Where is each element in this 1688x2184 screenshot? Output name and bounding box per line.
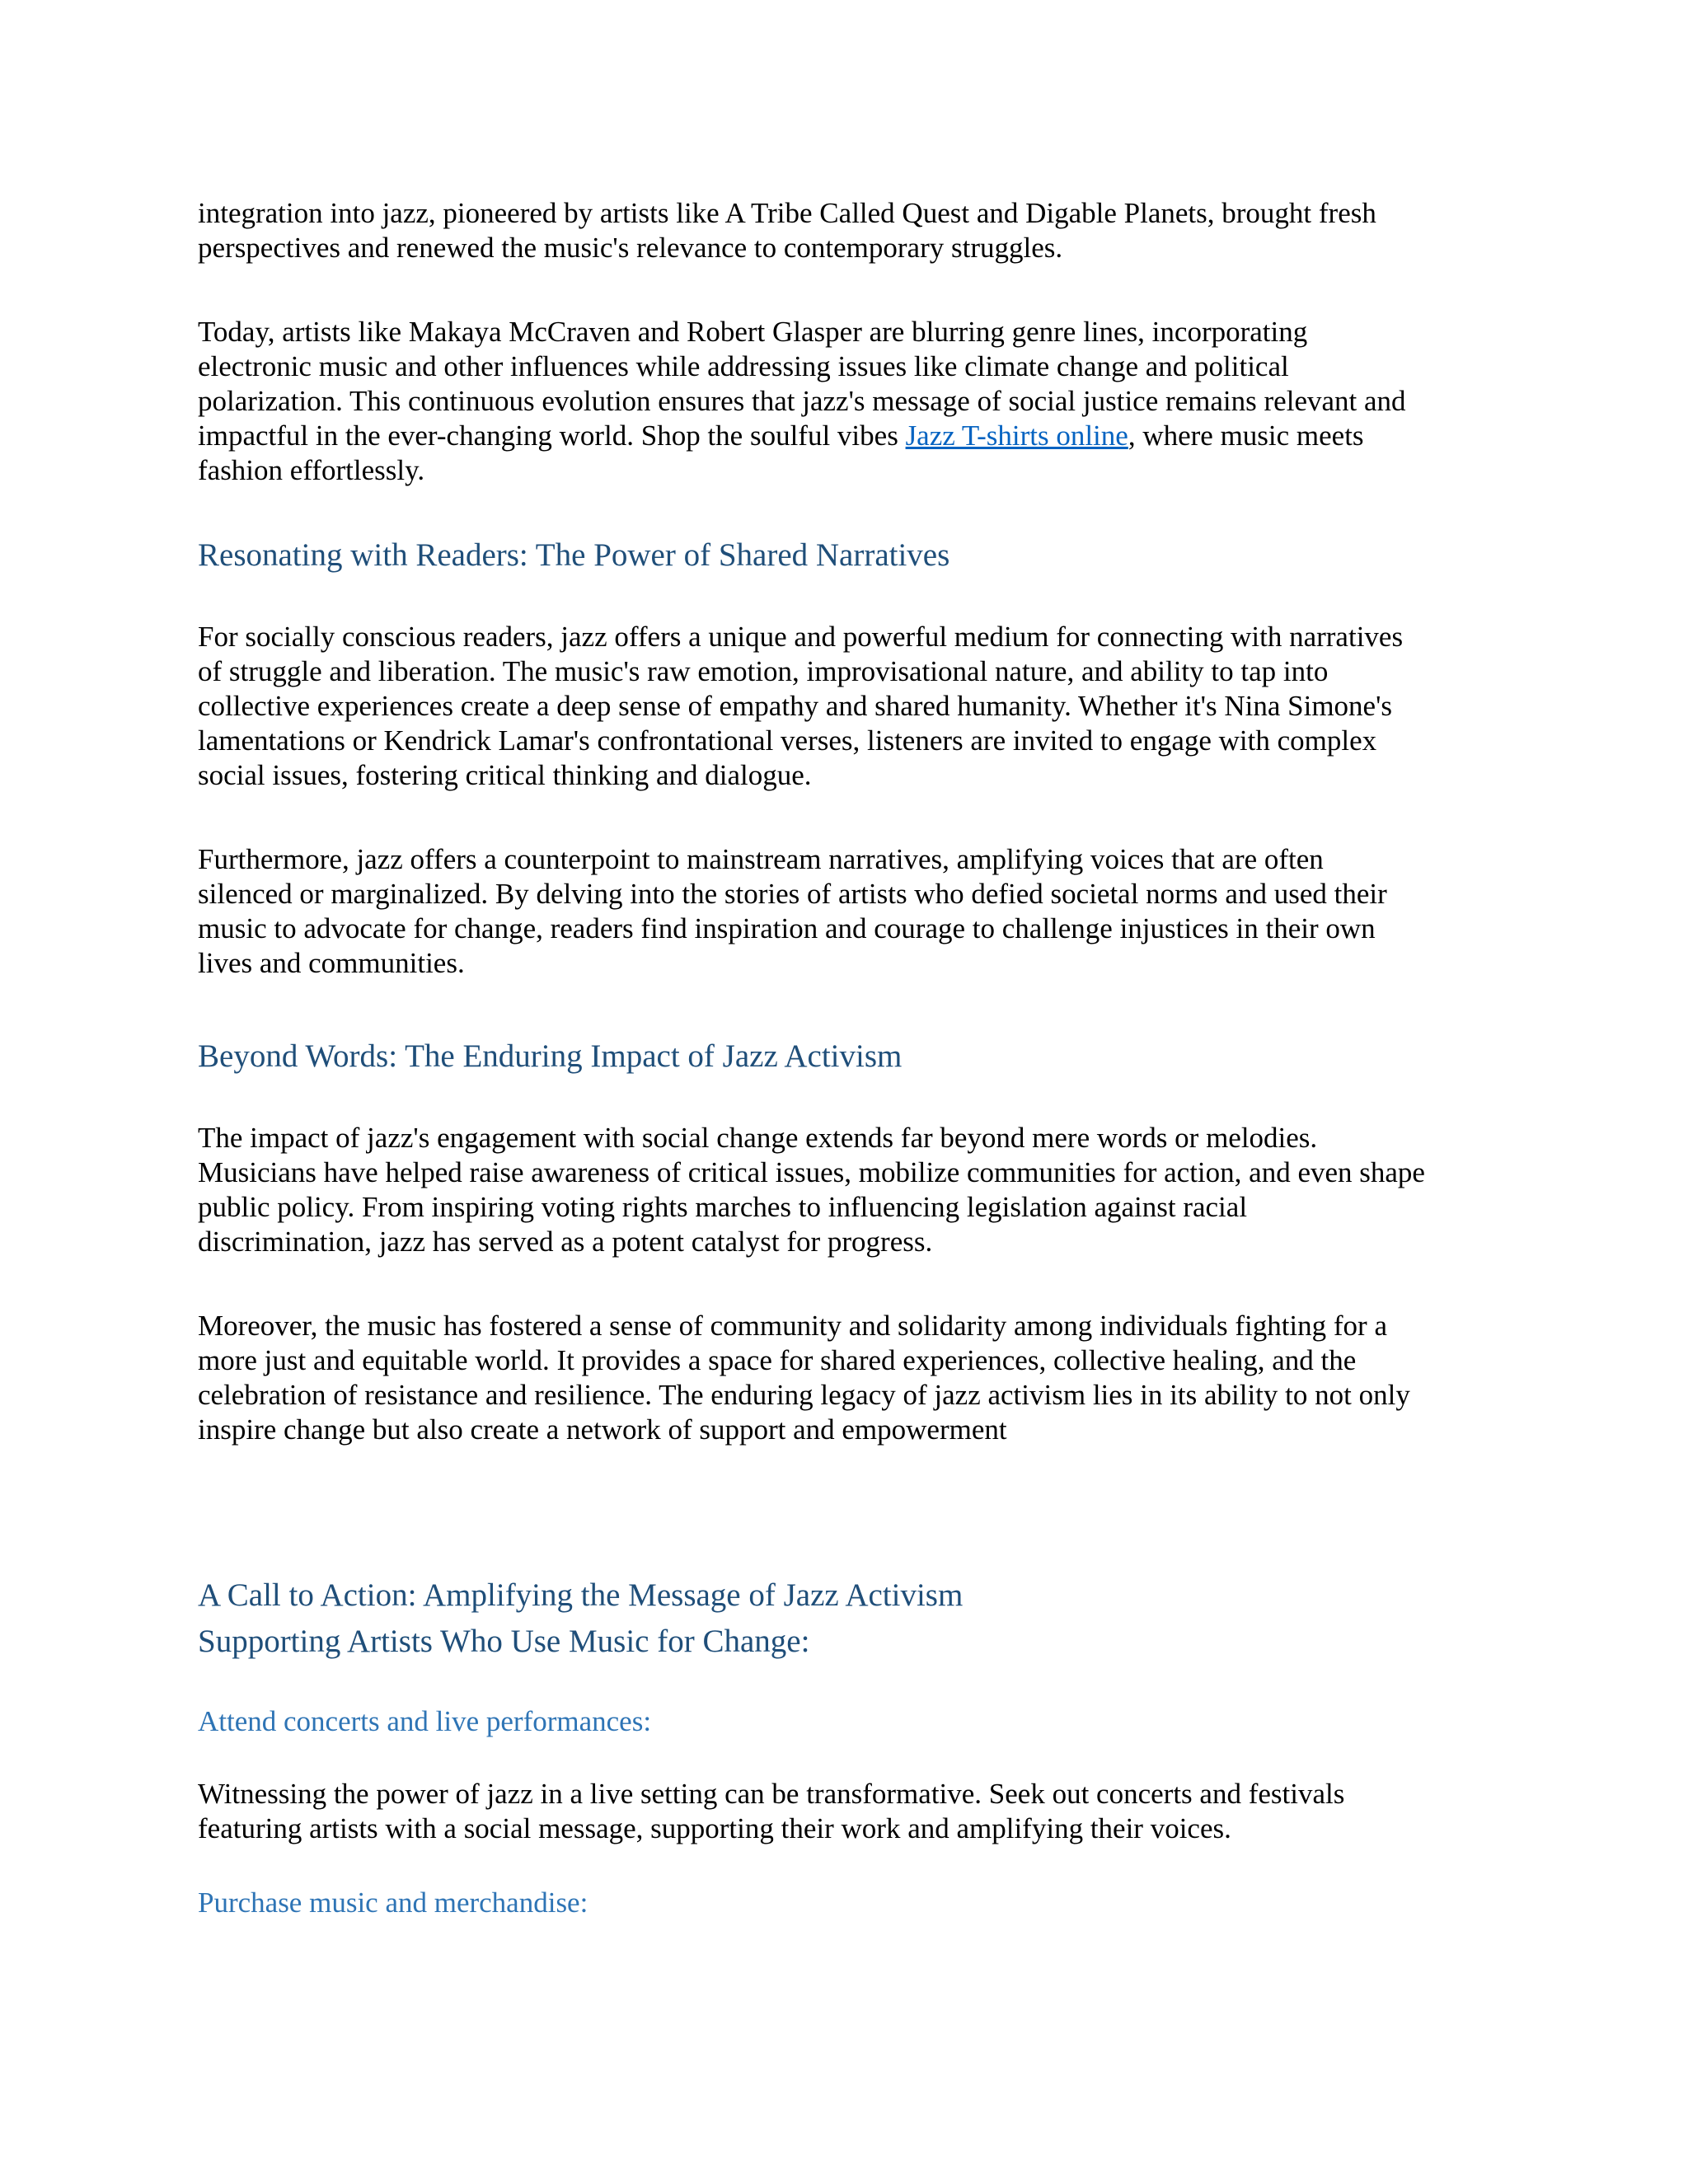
heading-supporting-artists: Supporting Artists Who Use Music for Change: (198, 1624, 810, 1659)
text-run: , where music meets (1128, 419, 1364, 452)
text-line: The impact of jazz's engagement with social change extends far beyond mere words or melodies. (198, 1122, 1318, 1154)
text-run: impactful in the ever-changing world. Shop the soulful vibes (198, 419, 906, 452)
text-line: discrimination, jazz has served as a potent catalyst for progress. (198, 1226, 933, 1258)
text-line: of struggle and liberation. The music's raw emotion, improvisational nature, and ability to tap into (198, 655, 1329, 687)
text-line: lives and communities. (198, 947, 465, 979)
text-line: more just and equitable world. It provides a space for shared experiences, collective healing, and the (198, 1344, 1357, 1376)
text-line: lamentations or Kendrick Lamar's confrontational verses, listeners are invited to engage with complex (198, 724, 1377, 757)
text-line: featuring artists with a social message, supporting their work and amplifying their voices. (198, 1812, 1231, 1844)
paragraph-furthermore (198, 842, 1387, 981)
text-line (198, 419, 1406, 453)
text-line: polarization. This continuous evolution ensures that jazz's message of social justice remains relevant and (198, 385, 1406, 417)
paragraph-hip-hop-integration (198, 196, 1376, 265)
text-line: electronic music and other influences while addressing issues like climate change and political (198, 350, 1289, 382)
text-line: social issues, fostering critical thinking and dialogue. (198, 759, 812, 791)
text-line: collective experiences create a deep sense of empathy and shared humanity. Whether it's Nina Simone's (198, 690, 1393, 722)
heading-purchase-music: Purchase music and merchandise: (198, 1886, 588, 1919)
text-line: integration into jazz, pioneered by artists like A Tribe Called Quest and Digable Planets, brought fresh (198, 197, 1376, 229)
text-line: Musicians have helped raise awareness of critical issues, mobilize communities for action, and even shape (198, 1156, 1425, 1188)
heading-call-to-action: A Call to Action: Amplifying the Message of Jazz Activism (198, 1577, 964, 1613)
paragraph-socially-conscious-readers (198, 620, 1403, 793)
text-line: Witnessing the power of jazz in a live setting can be transformative. Seek out concerts and festivals (198, 1778, 1345, 1810)
text-line: public policy. From inspiring voting rights marches to influencing legislation against racial (198, 1191, 1248, 1223)
text-line: inspire change but also create a network of support and empowerment (198, 1413, 1007, 1446)
text-line: Moreover, the music has fostered a sense of community and solidarity among individuals fighting for a (198, 1310, 1387, 1342)
text-line: music to advocate for change, readers find inspiration and courage to challenge injustices in their own (198, 912, 1376, 944)
text-line: perspectives and renewed the music's relevance to contemporary struggles. (198, 232, 1063, 264)
heading-beyond-words: Beyond Words: The Enduring Impact of Jazz Activism (198, 1038, 903, 1074)
text-line: fashion effortlessly. (198, 454, 425, 486)
text-line: For socially conscious readers, jazz offers a unique and powerful medium for connecting with narratives (198, 621, 1404, 653)
heading-attend-concerts: Attend concerts and live performances: (198, 1705, 652, 1737)
paragraph-today-artists (198, 315, 1406, 488)
text-line: silenced or marginalized. By delving into the stories of artists who defied societal norms and used their (198, 878, 1387, 910)
jazz-tshirts-link[interactable]: Jazz T-shirts online (905, 419, 1128, 452)
text-line: celebration of resistance and resilience. The enduring legacy of jazz activism lies in its ability to not only (198, 1379, 1410, 1411)
paragraph-impact-of-jazz (198, 1121, 1425, 1259)
paragraph-moreover (198, 1309, 1410, 1447)
paragraph-witnessing (198, 1777, 1344, 1846)
text-line: Today, artists like Makaya McCraven and Robert Glasper are blurring genre lines, incorporating (198, 316, 1308, 348)
text-line: Furthermore, jazz offers a counterpoint to mainstream narratives, amplifying voices that are often (198, 843, 1324, 875)
heading-resonating-with-readers: Resonating with Readers: The Power of Shared Narratives (198, 537, 950, 573)
